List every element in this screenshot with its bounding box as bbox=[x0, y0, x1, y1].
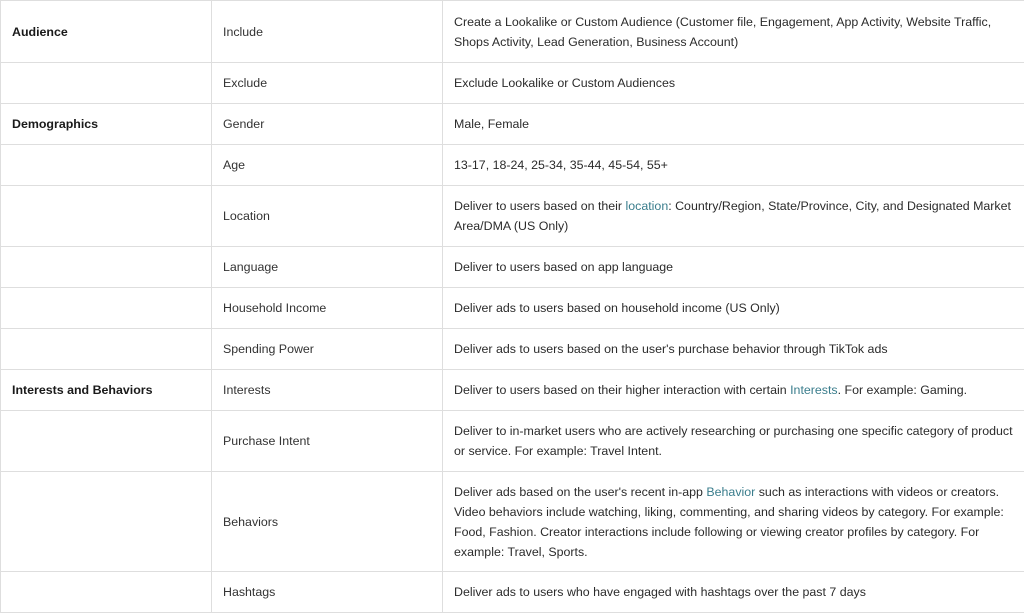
description-text: Deliver to users based on their bbox=[454, 199, 626, 213]
description-text: Deliver ads to users who have engaged with hashtags over the past 7 days bbox=[454, 585, 866, 599]
option-cell: Spending Power bbox=[212, 329, 443, 370]
option-cell: Age bbox=[212, 145, 443, 186]
description-link[interactable]: Interests bbox=[790, 383, 838, 397]
category-cell bbox=[1, 247, 212, 288]
category-cell bbox=[1, 472, 212, 572]
description-text: . For example: Gaming. bbox=[838, 383, 967, 397]
table-row bbox=[1, 411, 1024, 472]
option-cell: Hashtags bbox=[212, 572, 443, 613]
category-cell bbox=[1, 145, 212, 186]
category-cell: Interests and Behaviors bbox=[1, 370, 212, 411]
description-cell bbox=[443, 104, 1024, 145]
description-text: 13-17, 18-24, 25-34, 35-44, 45-54, 55+ bbox=[454, 158, 668, 172]
description-text: Deliver ads to users based on household income (US Only) bbox=[454, 301, 780, 315]
option-cell: Household Income bbox=[212, 288, 443, 329]
table-row bbox=[1, 572, 1024, 613]
description-cell bbox=[443, 411, 1024, 472]
description-text: Exclude Lookalike or Custom Audiences bbox=[454, 76, 675, 90]
table-row bbox=[1, 288, 1024, 329]
targeting-table-body bbox=[1, 1, 1024, 613]
table-row bbox=[1, 370, 1024, 411]
option-cell: Include bbox=[212, 1, 443, 63]
description-cell bbox=[443, 572, 1024, 613]
table-row bbox=[1, 63, 1024, 104]
option-cell: Interests bbox=[212, 370, 443, 411]
option-cell: Gender bbox=[212, 104, 443, 145]
category-cell: Demographics bbox=[1, 104, 212, 145]
category-cell bbox=[1, 288, 212, 329]
description-cell bbox=[443, 63, 1024, 104]
category-cell bbox=[1, 572, 212, 613]
table-row bbox=[1, 1, 1024, 63]
table-row bbox=[1, 247, 1024, 288]
option-cell: Purchase Intent bbox=[212, 411, 443, 472]
category-cell bbox=[1, 63, 212, 104]
description-cell bbox=[443, 1, 1024, 63]
category-cell bbox=[1, 411, 212, 472]
description-text: : Country/Region, State/Province, City, and Designated Market Area/DMA (US Only) bbox=[454, 199, 1011, 233]
description-text: Deliver ads based on the user's recent in-app bbox=[454, 485, 706, 499]
description-text: Deliver ads to users based on the user's purchase behavior through TikTok ads bbox=[454, 342, 888, 356]
option-cell: Behaviors bbox=[212, 472, 443, 572]
category-cell bbox=[1, 186, 212, 247]
description-cell bbox=[443, 329, 1024, 370]
description-cell bbox=[443, 186, 1024, 247]
category-cell: Audience bbox=[1, 1, 212, 63]
table-row bbox=[1, 104, 1024, 145]
description-link[interactable]: Behavior bbox=[706, 485, 755, 499]
option-cell: Location bbox=[212, 186, 443, 247]
description-cell bbox=[443, 472, 1024, 572]
table-row bbox=[1, 145, 1024, 186]
description-text: such as interactions with videos or creators. Video behaviors include watching, liking, commenting, and sharing videos by category. For example: Food, Fashion. Creator interactions include following or viewing creator profiles by category. For example: Travel, Sports. bbox=[454, 485, 1004, 559]
description-text: Create a Lookalike or Custom Audience (Customer file, Engagement, App Activity, Website Traffic, Shops Activity, Lead Generation, Business Account) bbox=[454, 15, 991, 49]
description-text: Deliver to in-market users who are actively researching or purchasing one specific category of product or service. For example: Travel Intent. bbox=[454, 424, 1013, 458]
description-cell bbox=[443, 370, 1024, 411]
description-text: Male, Female bbox=[454, 117, 529, 131]
table-row bbox=[1, 329, 1024, 370]
description-text: Deliver to users based on app language bbox=[454, 260, 673, 274]
description-link[interactable]: location bbox=[626, 199, 669, 213]
description-text: Deliver to users based on their higher interaction with certain bbox=[454, 383, 790, 397]
description-cell bbox=[443, 247, 1024, 288]
description-cell bbox=[443, 145, 1024, 186]
option-cell: Language bbox=[212, 247, 443, 288]
description-cell bbox=[443, 288, 1024, 329]
category-cell bbox=[1, 329, 212, 370]
table-row bbox=[1, 472, 1024, 572]
table-row bbox=[1, 186, 1024, 247]
option-cell: Exclude bbox=[212, 63, 443, 104]
